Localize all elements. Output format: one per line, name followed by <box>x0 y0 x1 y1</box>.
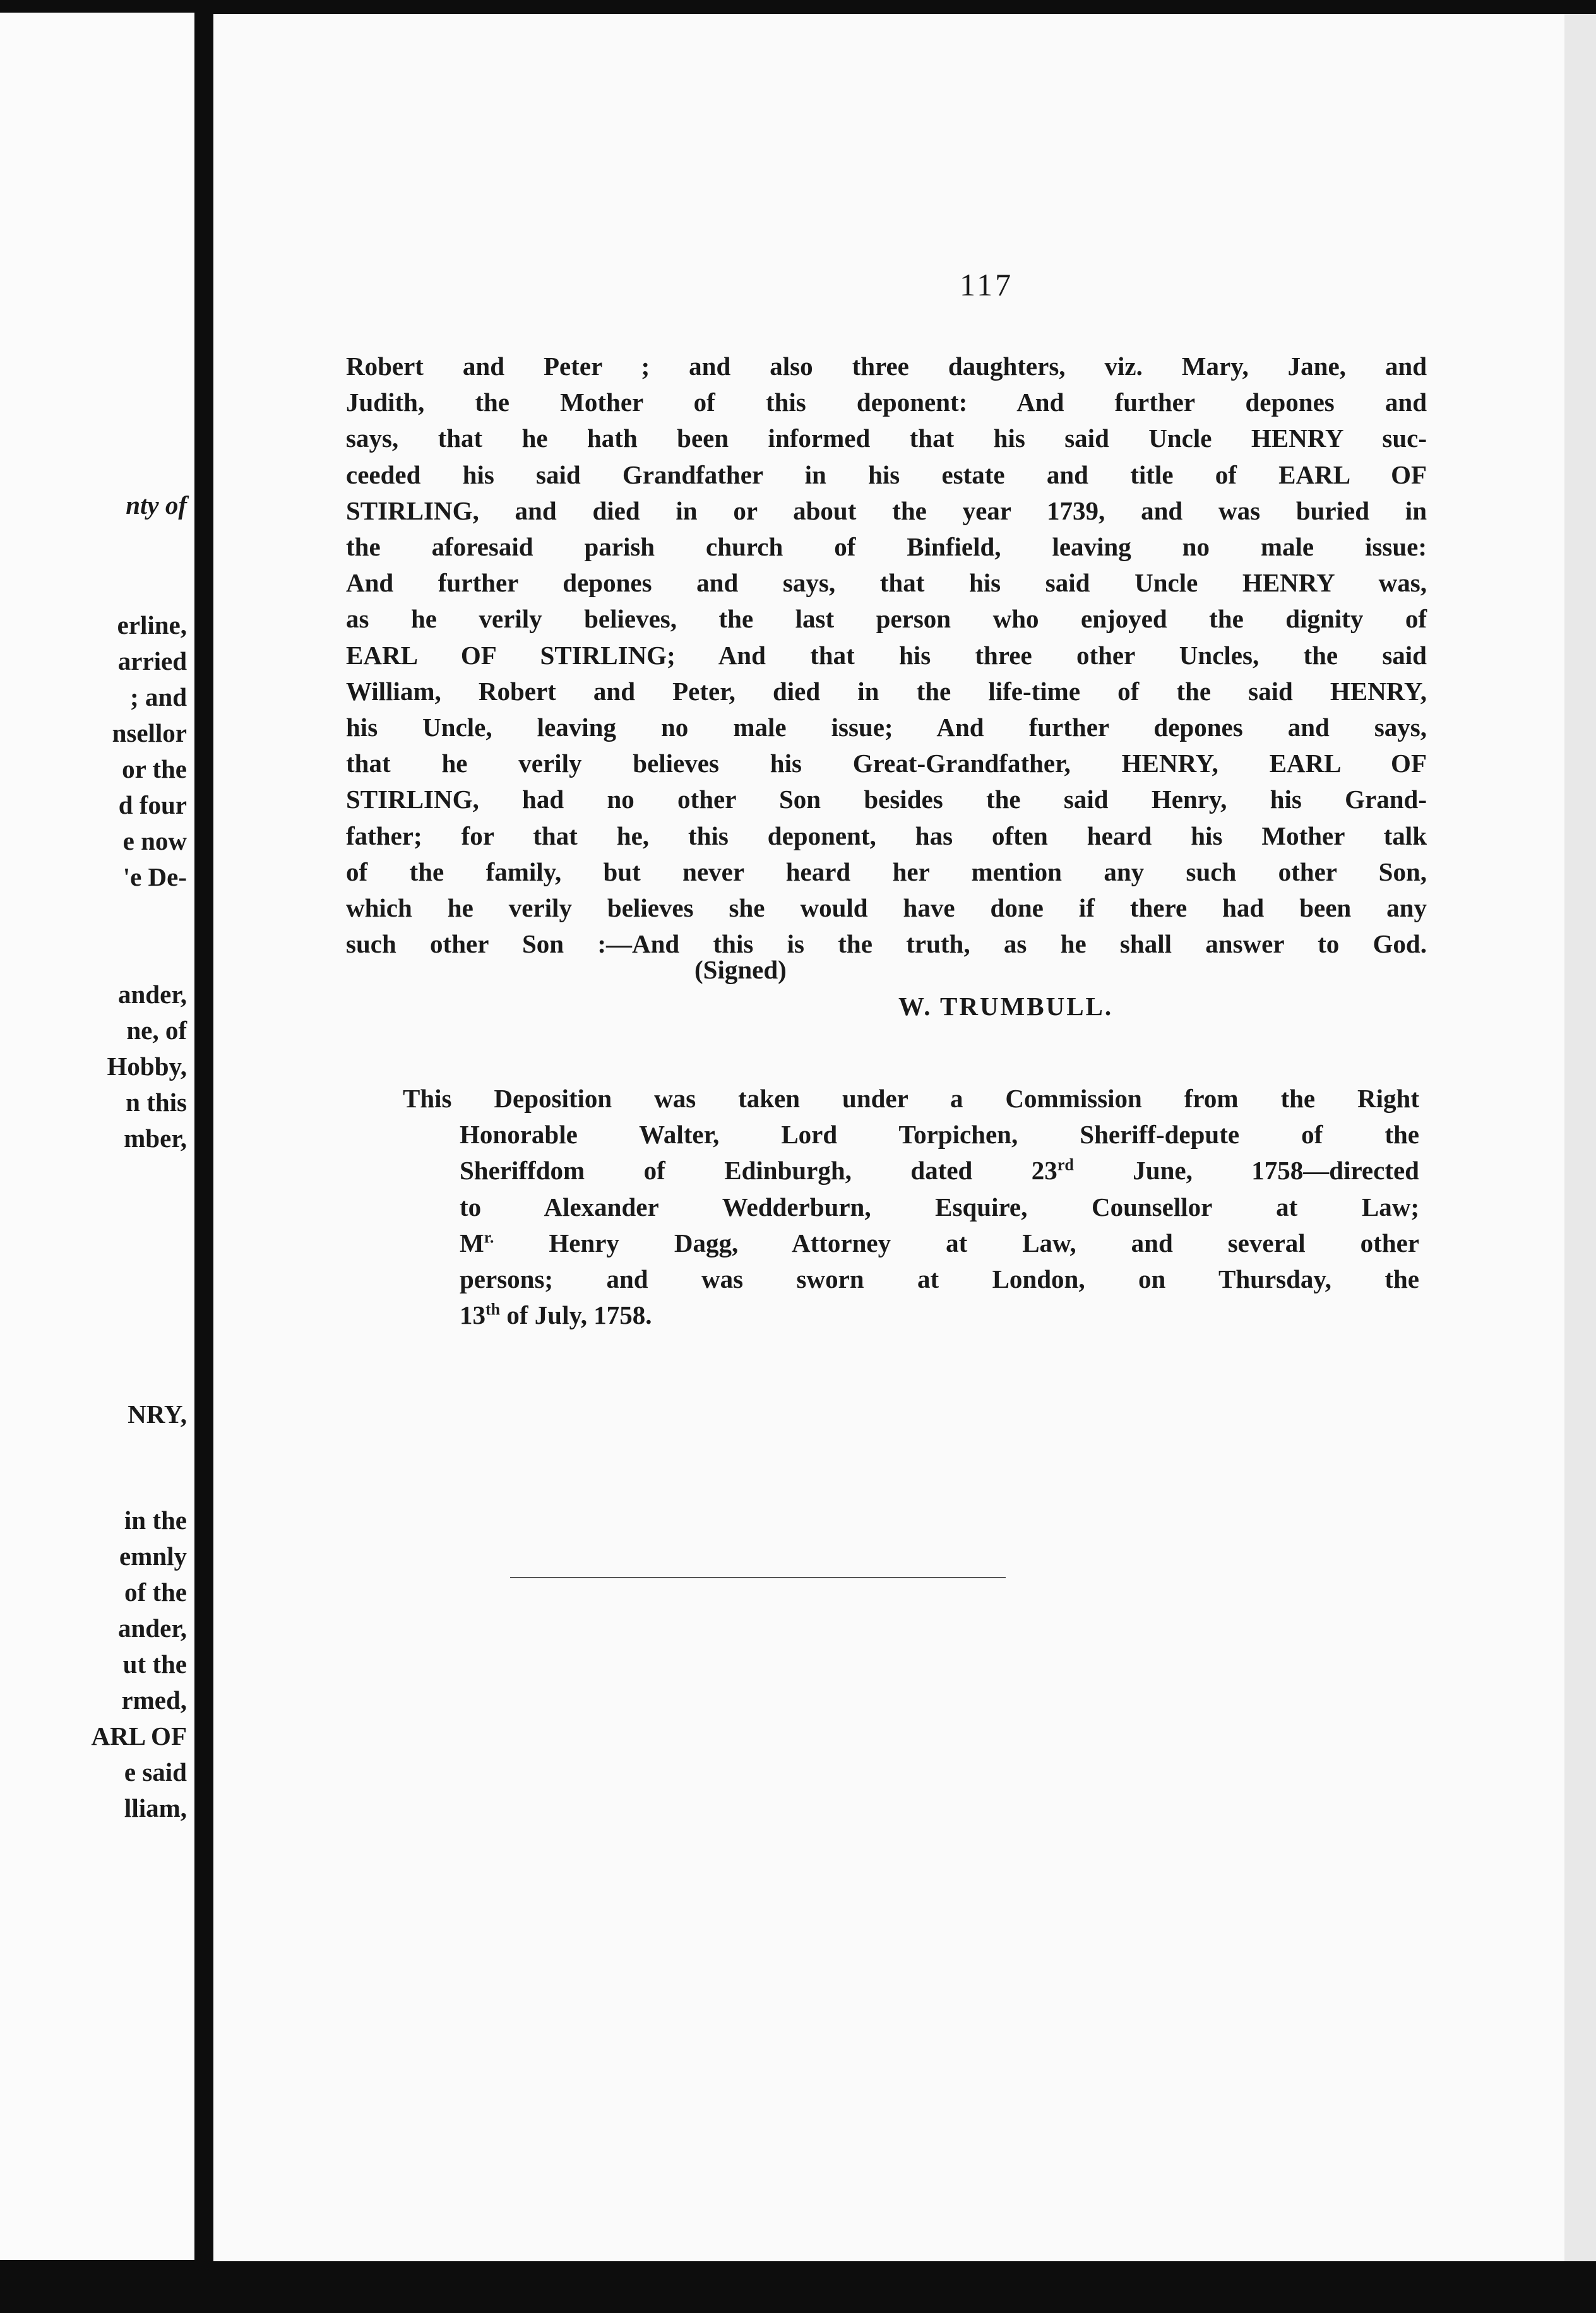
body-line: such other Son :—And this is the truth, as he shall answer to God. <box>346 929 1427 959</box>
note-line: to Alexander Wedderburn, Esquire, Counsellor at Law; <box>460 1192 1419 1222</box>
facing-page-line: nsellor <box>112 718 187 747</box>
body-line: Robert and Peter ; and also three daughters, viz. Mary, Jane, and <box>346 352 1427 381</box>
facing-page-line: rmed, <box>121 1686 187 1715</box>
facing-page-fragment <box>0 13 194 2260</box>
body-line: says, that he hath been informed that his said Uncle HENRY suc- <box>346 424 1427 453</box>
facing-page-line: e now <box>122 826 187 855</box>
signature-name: W. TRUMBULL. <box>898 992 1114 1021</box>
body-line: William, Robert and Peter, died in the life-time of the said HENRY, <box>346 676 1427 706</box>
note-line: Sheriffdom of Edinburgh, dated 23rd June, 1758—directed <box>460 1155 1419 1186</box>
document-page <box>213 14 1564 2261</box>
note-line: This Deposition was taken under a Commission from the Right <box>403 1084 1419 1113</box>
body-line: STIRLING, had no other Son besides the said Henry, his Grand- <box>346 785 1427 814</box>
note-line: persons; and was sworn at London, on Thursday, the <box>460 1264 1419 1294</box>
note-line: 13th of July, 1758. <box>460 1300 652 1330</box>
facing-page-line: in the <box>124 1506 187 1535</box>
page-number: 117 <box>960 267 1014 302</box>
body-line: of the family, but never heard her mention any such other Son, <box>346 857 1427 886</box>
facing-page-line: erline, <box>117 610 187 639</box>
facing-page-line: emnly <box>119 1542 187 1571</box>
facing-page-line: d four <box>118 790 187 819</box>
facing-page-line: nty of <box>126 491 187 520</box>
body-line: father; for that he, this deponent, has often heard his Mother talk <box>346 821 1427 850</box>
facing-page-line: of the <box>124 1578 187 1607</box>
body-line: which he verily believes she would have done if there had been any <box>346 893 1427 923</box>
facing-page-line: e said <box>124 1757 187 1787</box>
facing-page-line: ; and <box>129 682 187 711</box>
body-line: STIRLING, and died in or about the year 1739, and was buried in <box>346 496 1427 525</box>
facing-page-line: NRY, <box>128 1400 187 1429</box>
facing-page-line: mber, <box>124 1124 187 1153</box>
facing-page-line: 'e De- <box>122 862 187 891</box>
body-line: as he verily believes, the last person who enjoyed the dignity of <box>346 604 1427 634</box>
body-line: And further depones and says, that his said Uncle HENRY was, <box>346 568 1427 598</box>
deposition-body <box>346 348 1427 962</box>
facing-page-line: ARL OF <box>91 1721 187 1751</box>
facing-page-line: arried <box>117 646 187 675</box>
closing-rule <box>510 1577 1006 1578</box>
note-line: Honorable Walter, Lord Torpichen, Sheriff-depute of the <box>460 1120 1419 1150</box>
facing-page-line: ander, <box>118 980 187 1009</box>
facing-page-line: Hobby, <box>107 1052 187 1081</box>
commission-note <box>403 1081 1419 1333</box>
body-line: ceeded his said Grandfather in his estate and title of EARL OF <box>346 460 1427 489</box>
note-line: $M^{r.}$ Henry Dagg, Attorney at Law, and several other <box>460 1228 1419 1258</box>
facing-page-line: n this <box>126 1088 187 1117</box>
facing-page-line: ander, <box>118 1614 187 1643</box>
facing-page-line: lliam, <box>124 1793 187 1822</box>
body-line: Judith, the Mother of this deponent: And further depones and <box>346 388 1427 417</box>
facing-page-line: ne, of <box>126 1016 187 1045</box>
body-line: that he verily believes his Great-Grandfather, HENRY, EARL OF <box>346 749 1427 778</box>
body-line: the aforesaid parish church of Binfield, leaving no male issue: <box>346 532 1427 562</box>
page-edge <box>1564 14 1596 2261</box>
facing-page-line: ut the <box>122 1650 187 1679</box>
body-line: his Uncle, leaving no male issue; And further depones and says, <box>346 713 1427 742</box>
body-line: EARL OF STIRLING; And that his three other Uncles, the said <box>346 640 1427 670</box>
facing-page-line: or the <box>122 754 187 783</box>
signed-label: (Signed) <box>694 955 787 984</box>
